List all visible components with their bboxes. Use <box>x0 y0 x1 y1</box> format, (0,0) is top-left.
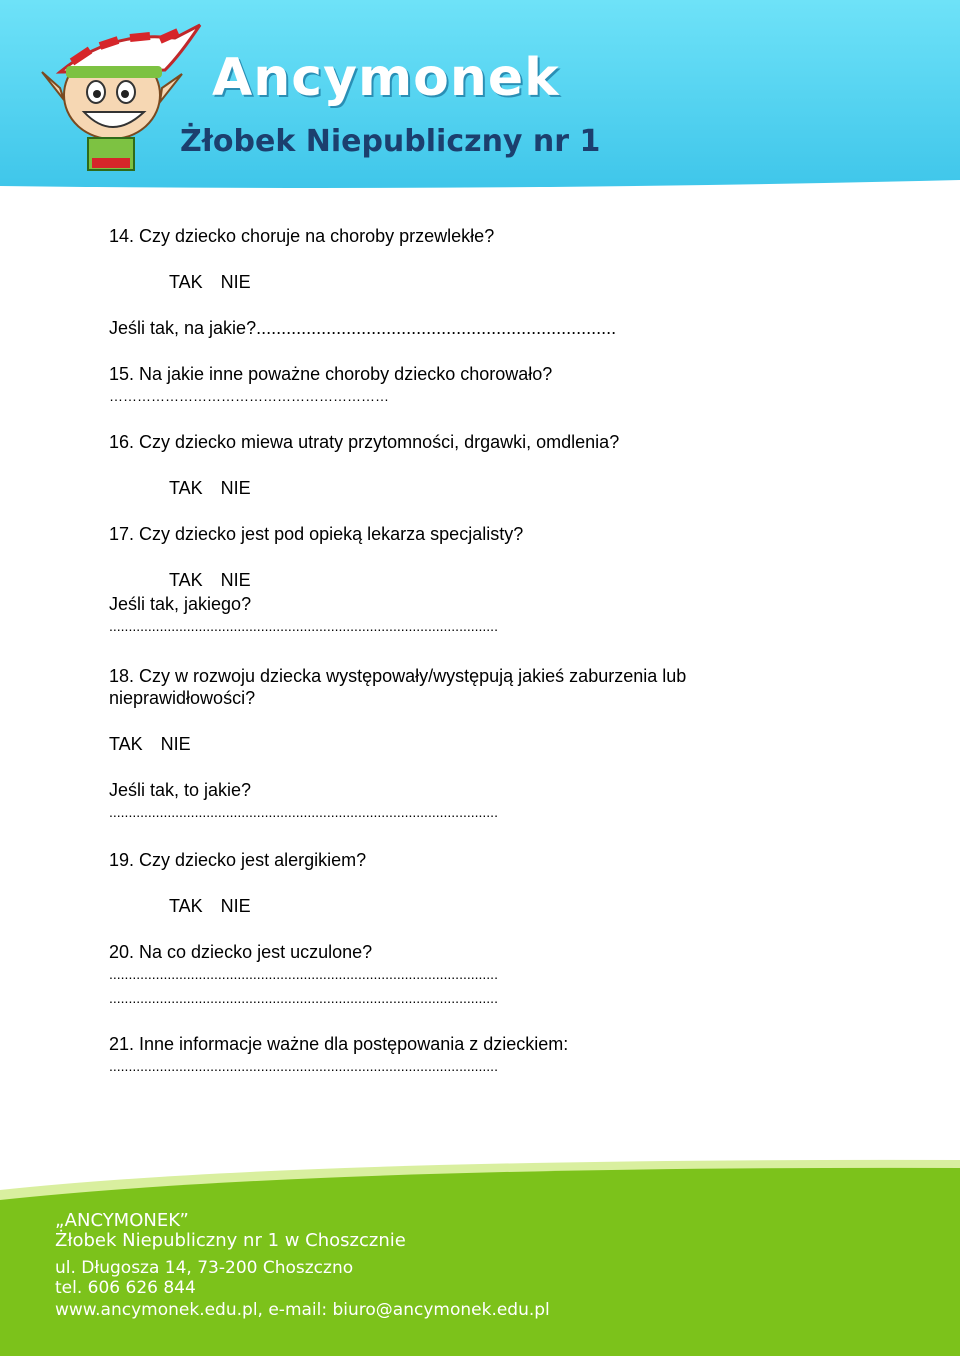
brand-title: Ancymonek <box>212 48 560 108</box>
option-tak[interactable]: TAK <box>169 570 203 590</box>
footer-contact: www.ancymonek.edu.pl, e-mail: biuro@ancymonek.edu.pl <box>55 1300 550 1320</box>
footer-background <box>0 1150 960 1356</box>
question-19: 19. Czy dziecko jest alergikiem? <box>109 850 367 870</box>
question-17-answer[interactable]: .................................................................................................... <box>109 618 498 634</box>
question-14-followup: Jeśli tak, na jakie?........................................................................ <box>109 318 617 338</box>
question-16-options <box>169 478 269 499</box>
footer-subtitle: Żłobek Niepubliczny nr 1 w Choszcznie <box>55 1230 406 1251</box>
question-15-answer[interactable]: …………………………………………………… <box>109 388 389 404</box>
question-15: 15. Na jakie inne poważne choroby dziecko chorowało? <box>109 364 553 384</box>
question-17: 17. Czy dziecko jest pod opieką lekarza specjalisty? <box>109 524 524 544</box>
question-14: 14. Czy dziecko choruje na choroby przewlekłe? <box>109 226 495 246</box>
option-tak[interactable]: TAK <box>169 272 203 292</box>
footer-phone: tel. 606 626 844 <box>55 1278 196 1298</box>
option-nie[interactable]: NIE <box>220 896 251 916</box>
footer-address: ul. Długosza 14, 73-200 Choszczno <box>55 1258 354 1278</box>
option-tak[interactable]: TAK <box>109 734 143 754</box>
question-21-answer[interactable]: .................................................................................................... <box>109 1058 498 1074</box>
footer-name: „ANCYMONEK” <box>55 1210 189 1231</box>
option-nie[interactable]: NIE <box>220 570 251 590</box>
question-18-line2: nieprawidłowości? <box>109 688 256 708</box>
question-16: 16. Czy dziecko miewa utraty przytomności, drgawki, omdlenia? <box>109 432 620 452</box>
question-19-options <box>169 896 269 917</box>
footer-banner <box>0 1150 960 1356</box>
option-nie[interactable]: NIE <box>220 272 251 292</box>
question-20-answer-2[interactable]: .................................................................................................... <box>109 990 498 1006</box>
question-21: 21. Inne informacje ważne dla postępowania z dzieckiem: <box>109 1034 569 1054</box>
option-tak[interactable]: TAK <box>169 896 203 916</box>
option-nie[interactable]: NIE <box>220 478 251 498</box>
question-18-options <box>109 734 209 755</box>
question-20-answer-1[interactable]: .................................................................................................... <box>109 966 498 982</box>
brand-subtitle: Żłobek Niepubliczny nr 1 <box>180 124 601 159</box>
option-tak[interactable]: TAK <box>169 478 203 498</box>
question-18-line1: 18. Czy w rozwoju dziecka występowały/występują jakieś zaburzenia lub <box>109 666 687 686</box>
option-nie[interactable]: NIE <box>160 734 191 754</box>
header-banner <box>0 0 960 190</box>
question-18-answer[interactable]: .................................................................................................... <box>109 804 498 820</box>
question-20: 20. Na co dziecko jest uczulone? <box>109 942 373 962</box>
question-18-followup: Jeśli tak, to jakie? <box>109 780 252 800</box>
question-17-followup: Jeśli tak, jakiego? <box>109 594 252 614</box>
question-14-options <box>169 272 269 293</box>
question-17-options <box>169 570 269 591</box>
